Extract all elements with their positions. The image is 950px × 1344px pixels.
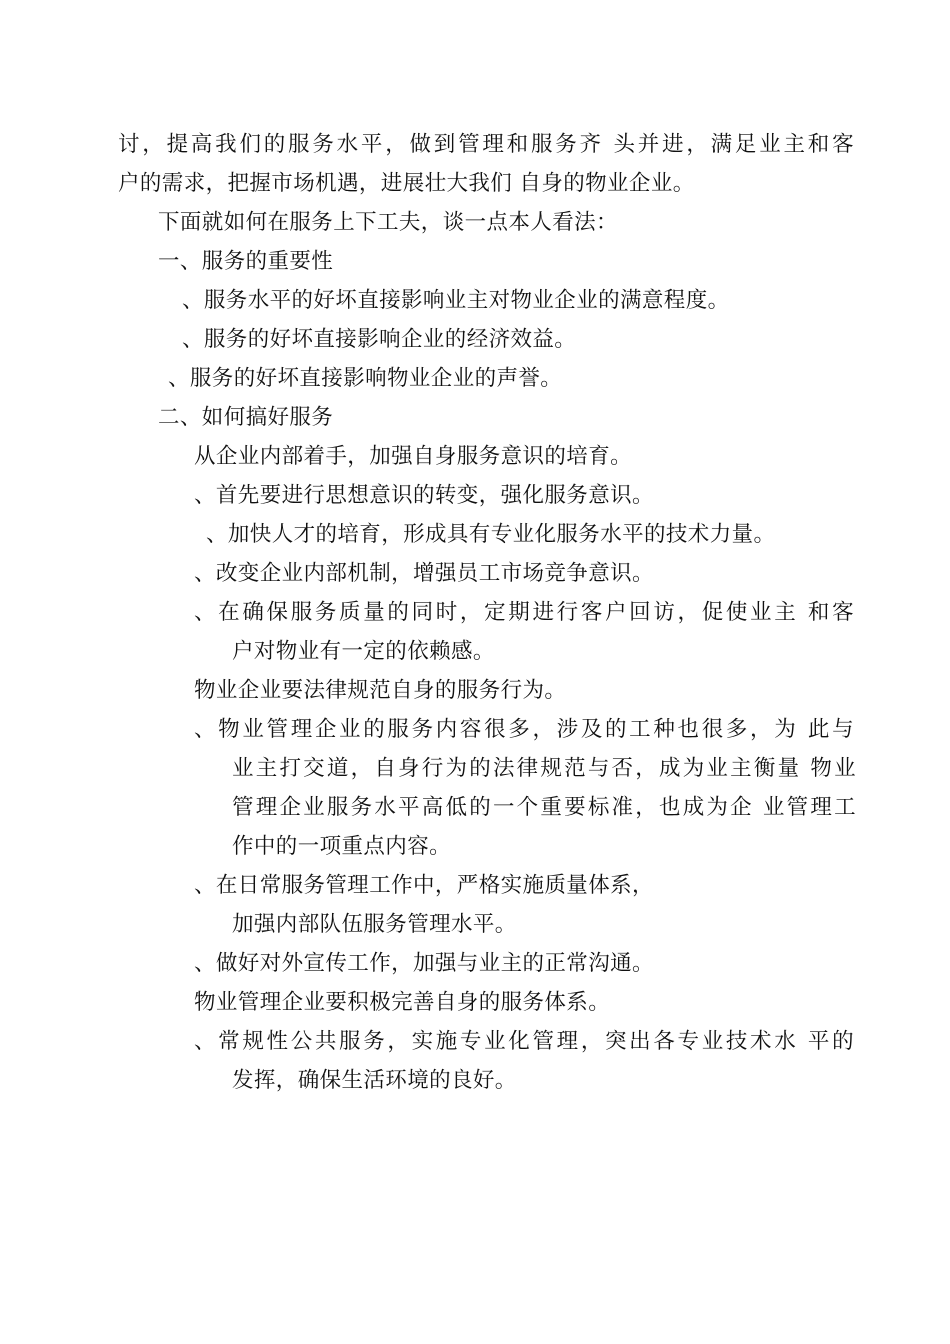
paragraph-line: 户的需求，把握市场机遇，进展壮大我们 自身的物业企业。: [118, 171, 695, 196]
paragraph-line: 下面就如何在服务上下工夫，谈一点本人看法：: [158, 210, 618, 235]
list-item: 、加快人才的培育，形成具有专业化服务水平的技术力量。: [206, 522, 776, 547]
subsection-heading: 物业企业要法律规范自身的服务行为。: [194, 678, 567, 703]
list-item: 、服务的好坏直接影响企业的经济效益。: [182, 327, 577, 352]
subsection-heading: 物业管理企业要积极完善自身的服务体系。: [194, 990, 611, 1015]
list-item: 、做好对外宣传工作，加强与业主的正常沟通。: [194, 951, 654, 976]
list-item-continuation: 作中的一项重点内容。: [232, 834, 452, 859]
section-heading: 二、如何搞好服务: [158, 405, 334, 430]
list-item: 、服务水平的好坏直接影响业主对物业企业的满意程度。: [182, 288, 730, 313]
subsection-heading: 从企业内部着手，加强自身服务意识的培育。: [194, 444, 633, 469]
list-item: 、在日常服务管理工作中，严格实施质量体系，: [194, 873, 654, 898]
list-item: 、首先要进行思想意识的转变，强化服务意识。: [194, 483, 654, 508]
section-heading: 一、服务的重要性: [158, 249, 334, 274]
list-item: 、在确保服务质量的同时，定期进行客户回访，促使业主 和客: [194, 600, 854, 625]
list-item-continuation: 加强内部队伍服务管理水平。: [232, 912, 517, 937]
list-item: 、改变企业内部机制，增强员工市场竞争意识。: [194, 561, 654, 586]
list-item-continuation: 发挥，确保生活环境的良好。: [232, 1068, 517, 1093]
list-item: 、服务的好坏直接影响物业企业的声誉。: [168, 366, 563, 391]
paragraph-line: 讨，提高我们的服务水平，做到管理和服务齐 头并进，满足业主和客: [118, 132, 854, 157]
list-item: 、物业管理企业的服务内容很多，涉及的工种也很多，为 此与: [194, 717, 854, 742]
list-item-continuation: 业主打交道，自身行为的法律规范与否，成为业主衡量 物业: [232, 756, 856, 781]
list-item-continuation: 户对物业有一定的依赖感。: [232, 639, 495, 664]
list-item: 、常规性公共服务，实施专业化管理，突出各专业技术水 平的: [194, 1029, 854, 1054]
list-item-continuation: 管理企业服务水平高低的一个重要标准，也成为企 业管理工: [232, 795, 856, 820]
